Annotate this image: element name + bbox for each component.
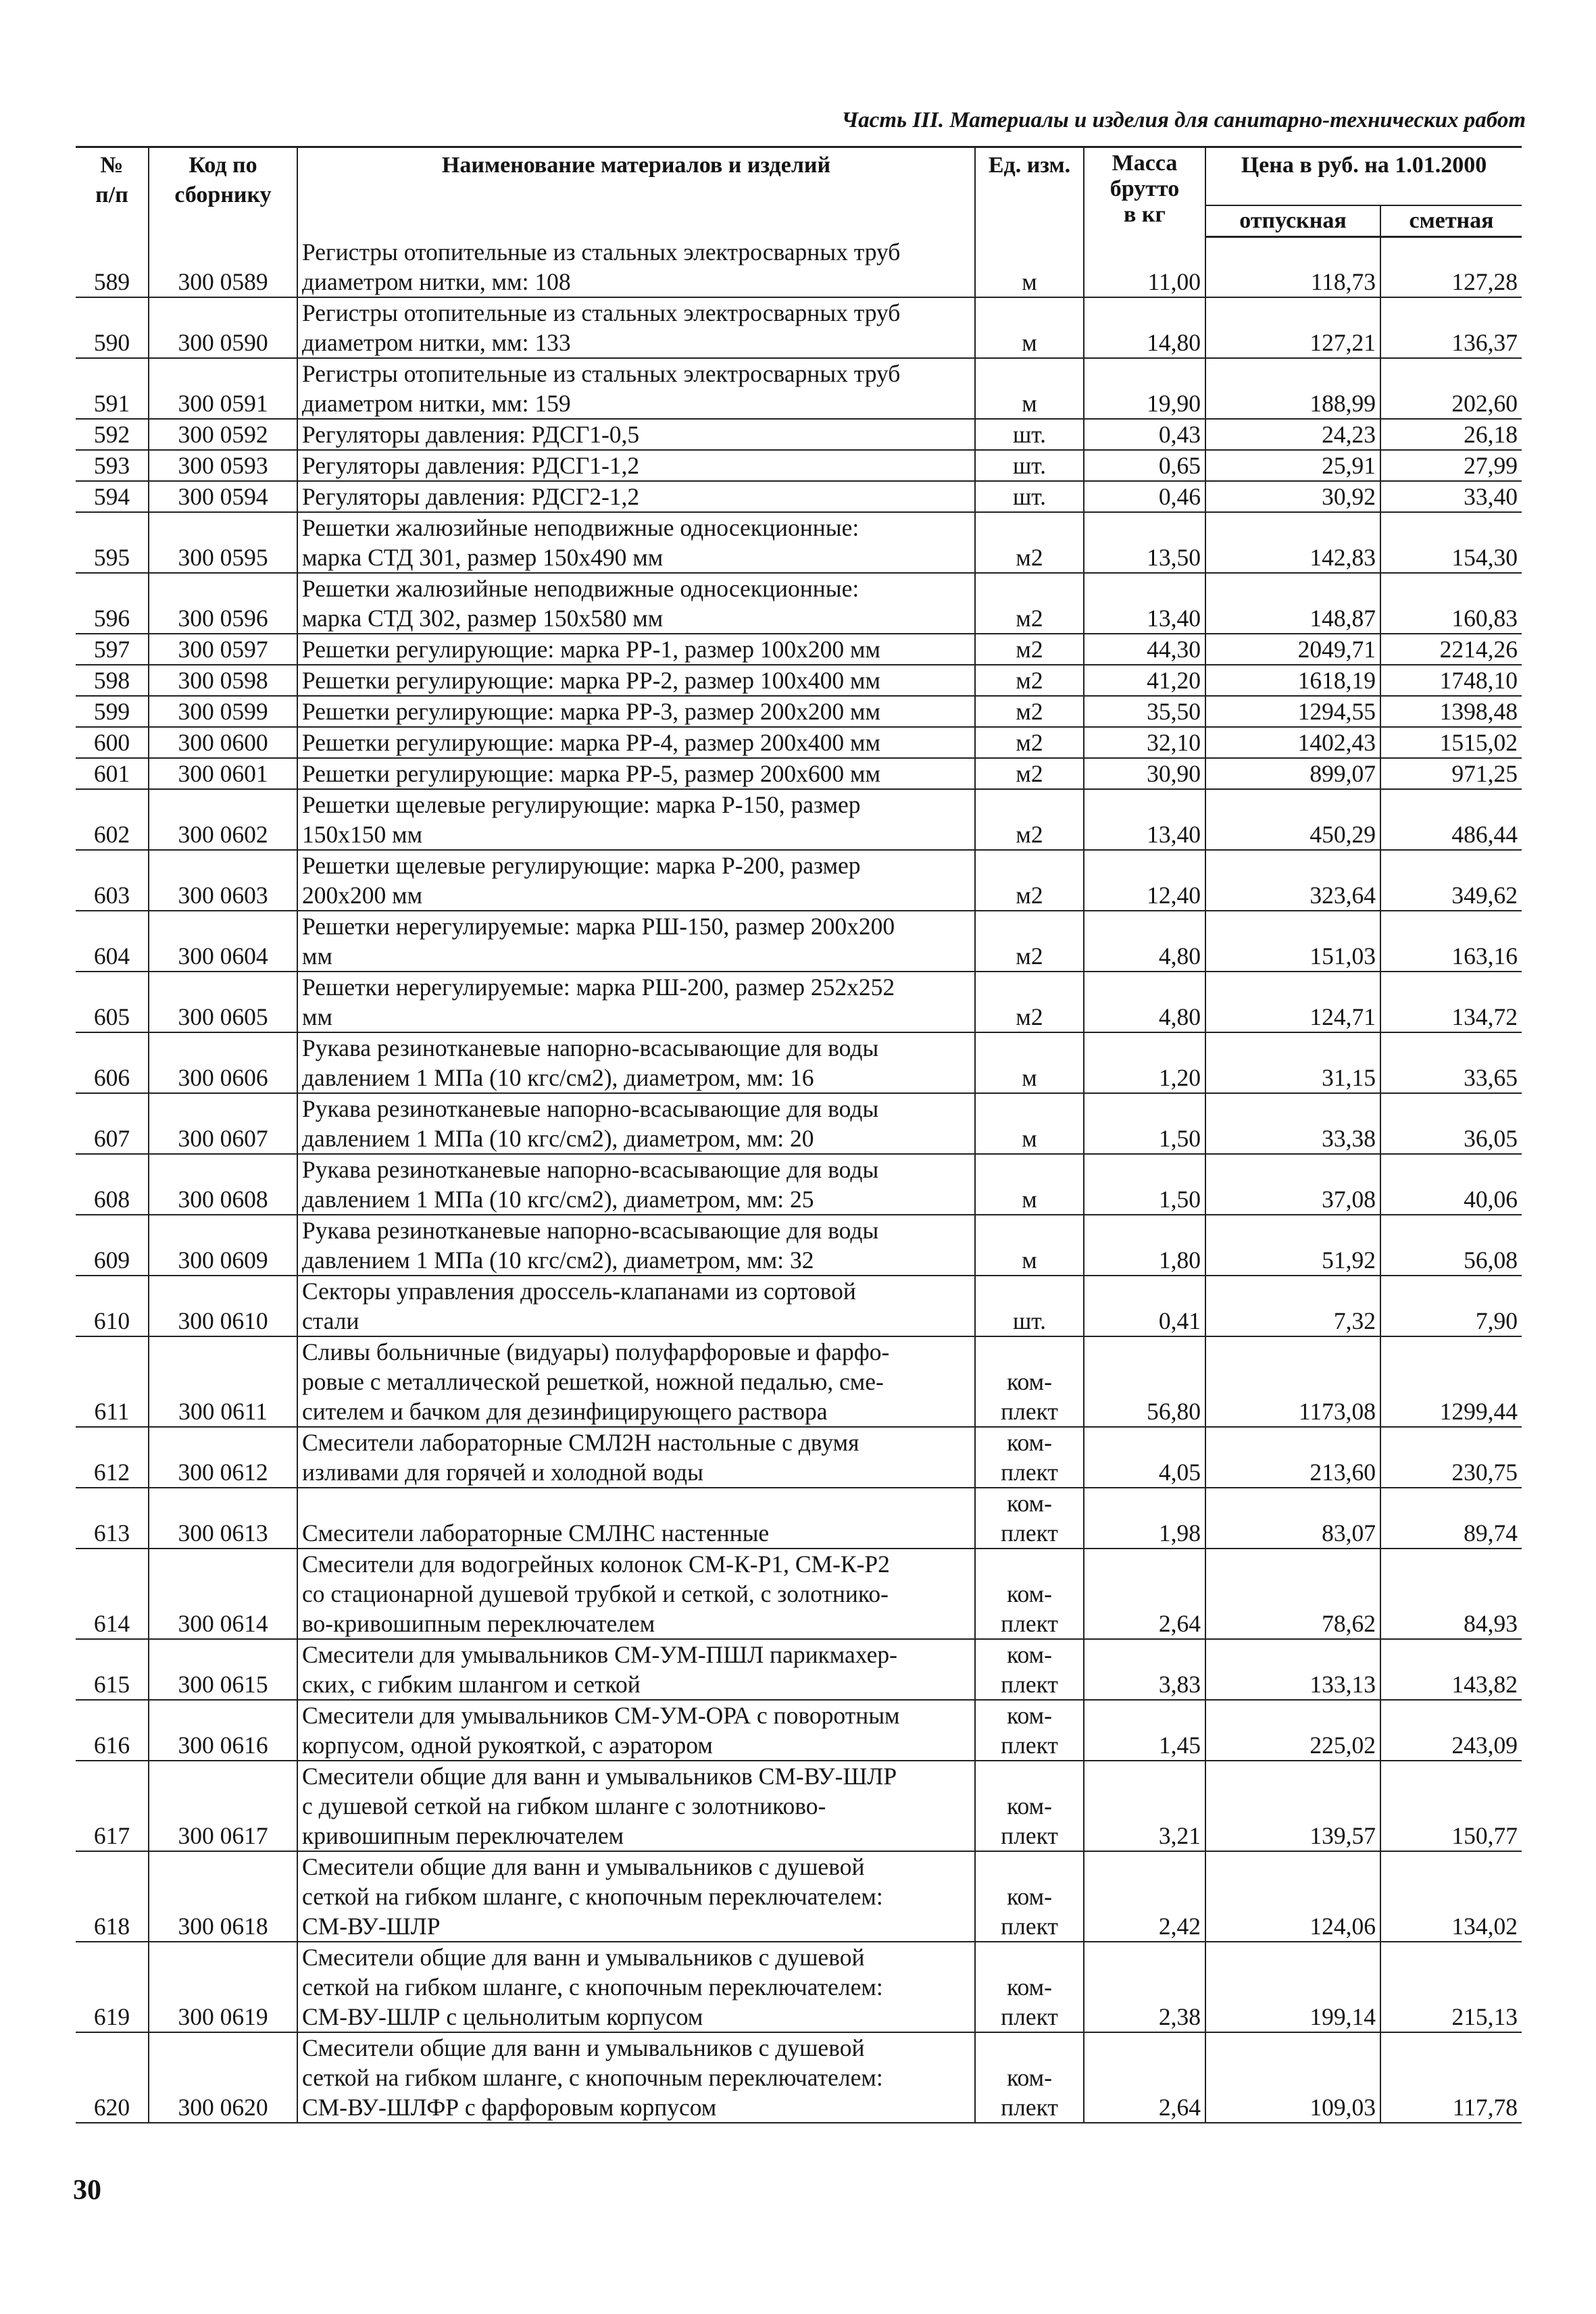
cell-code: 300 0614 <box>149 1549 297 1639</box>
cell-mass: 4,80 <box>1084 972 1205 1032</box>
cell-price-estimate: 154,30 <box>1380 512 1522 573</box>
table-row <box>76 634 1522 665</box>
cell-price-release: 450,29 <box>1205 789 1380 850</box>
cell-price-release: 1294,55 <box>1205 696 1380 727</box>
cell-price-release: 133,13 <box>1205 1639 1380 1700</box>
cell-unit: ком- плект <box>975 1427 1084 1488</box>
cell-name: Регистры отопительные из стальных электросварных труб диаметром нитки, мм: 108 <box>297 237 975 297</box>
cell-mass: 2,64 <box>1084 2032 1205 2123</box>
cell-price-release: 31,15 <box>1205 1032 1380 1093</box>
cell-price-estimate: 1299,44 <box>1380 1336 1522 1427</box>
cell-code: 300 0612 <box>149 1427 297 1488</box>
table-row <box>76 1093 1522 1154</box>
cell-unit: ком- плект <box>975 1851 1084 1942</box>
cell-unit: м <box>975 1032 1084 1093</box>
cell-price-estimate: 1398,48 <box>1380 696 1522 727</box>
cell-mass: 0,46 <box>1084 481 1205 512</box>
cell-name: Решетки регулирующие: марка РР-4, размер 200х400 мм <box>297 727 975 758</box>
cell-price-release: 124,06 <box>1205 1851 1380 1942</box>
cell-mass: 2,38 <box>1084 1942 1205 2032</box>
cell-num: 599 <box>76 696 149 727</box>
cell-price-release: 78,62 <box>1205 1549 1380 1639</box>
table-row <box>76 573 1522 634</box>
cell-code: 300 0594 <box>149 481 297 512</box>
cell-mass: 2,64 <box>1084 1549 1205 1639</box>
cell-num: 603 <box>76 850 149 911</box>
table-row <box>76 297 1522 358</box>
cell-price-estimate: 349,62 <box>1380 850 1522 911</box>
cell-unit: м2 <box>975 512 1084 573</box>
cell-price-release: 2049,71 <box>1205 634 1380 665</box>
cell-mass: 1,50 <box>1084 1154 1205 1215</box>
cell-num: 600 <box>76 727 149 758</box>
cell-code: 300 0608 <box>149 1154 297 1215</box>
cell-unit: м2 <box>975 758 1084 789</box>
cell-code: 300 0601 <box>149 758 297 789</box>
cell-num: 618 <box>76 1851 149 1942</box>
header-name: Наименование материалов и изделий <box>297 147 975 237</box>
cell-price-estimate: 56,08 <box>1380 1215 1522 1276</box>
cell-num: 595 <box>76 512 149 573</box>
cell-price-estimate: 160,83 <box>1380 573 1522 634</box>
cell-mass: 1,50 <box>1084 1093 1205 1154</box>
cell-num: 616 <box>76 1700 149 1761</box>
cell-unit: м2 <box>975 634 1084 665</box>
cell-code: 300 0604 <box>149 911 297 972</box>
cell-mass: 13,50 <box>1084 512 1205 573</box>
cell-price-estimate: 971,25 <box>1380 758 1522 789</box>
table-header <box>76 147 1522 237</box>
table-row <box>76 1154 1522 1215</box>
cell-mass: 41,20 <box>1084 665 1205 696</box>
cell-num: 608 <box>76 1154 149 1215</box>
cell-name: Смесители общие для ванн и умывальников с душевой сеткой на гибком шланге, с кнопочным переключателем: СМ-ВУ-ШЛФР с фарфоровым корпусом <box>297 2032 975 2123</box>
cell-name: Смесители для водогрейных колонок СМ-К-Р1, СМ-К-Р2 со стационарной душевой трубкой и сеткой, с золотнико- во-кривошипным переключателем <box>297 1549 975 1639</box>
table-row <box>76 419 1522 450</box>
cell-unit: м <box>975 1093 1084 1154</box>
cell-name: Смесители общие для ванн и умывальников с душевой сеткой на гибком шланге, с кнопочным переключателем: СМ-ВУ-ШЛР <box>297 1851 975 1942</box>
cell-price-release: 109,03 <box>1205 2032 1380 2123</box>
cell-unit: м <box>975 358 1084 419</box>
cell-price-estimate: 486,44 <box>1380 789 1522 850</box>
cell-num: 605 <box>76 972 149 1032</box>
cell-num: 602 <box>76 789 149 850</box>
cell-price-release: 118,73 <box>1205 237 1380 297</box>
cell-price-estimate: 136,37 <box>1380 297 1522 358</box>
cell-unit: м2 <box>975 727 1084 758</box>
cell-num: 604 <box>76 911 149 972</box>
header-mass: Масса брутто в кг <box>1084 147 1205 237</box>
cell-unit: м2 <box>975 789 1084 850</box>
cell-num: 609 <box>76 1215 149 1276</box>
cell-unit: ком- плект <box>975 1549 1084 1639</box>
cell-name: Регистры отопительные из стальных электросварных труб диаметром нитки, мм: 133 <box>297 297 975 358</box>
cell-code: 300 0611 <box>149 1336 297 1427</box>
cell-price-estimate: 230,75 <box>1380 1427 1522 1488</box>
cell-name: Регистры отопительные из стальных электросварных труб диаметром нитки, мм: 159 <box>297 358 975 419</box>
cell-price-estimate: 33,40 <box>1380 481 1522 512</box>
cell-mass: 0,41 <box>1084 1276 1205 1336</box>
cell-num: 610 <box>76 1276 149 1336</box>
cell-price-release: 25,91 <box>1205 450 1380 481</box>
cell-price-release: 1402,43 <box>1205 727 1380 758</box>
cell-unit: ком- плект <box>975 1761 1084 1851</box>
table-row <box>76 1276 1522 1336</box>
table-row <box>76 512 1522 573</box>
cell-code: 300 0617 <box>149 1761 297 1851</box>
cell-price-release: 199,14 <box>1205 1942 1380 2032</box>
cell-code: 300 0613 <box>149 1488 297 1549</box>
cell-num: 617 <box>76 1761 149 1851</box>
cell-unit: шт. <box>975 419 1084 450</box>
cell-name: Смесители лабораторные СМЛНС настенные <box>297 1488 975 1549</box>
cell-price-release: 127,21 <box>1205 297 1380 358</box>
cell-num: 598 <box>76 665 149 696</box>
cell-name: Регуляторы давления: РДСГ2-1,2 <box>297 481 975 512</box>
table-row <box>76 450 1522 481</box>
cell-unit: ком- плект <box>975 1336 1084 1427</box>
cell-price-release: 139,57 <box>1205 1761 1380 1851</box>
cell-num: 596 <box>76 573 149 634</box>
cell-code: 300 0602 <box>149 789 297 850</box>
cell-num: 589 <box>76 237 149 297</box>
cell-code: 300 0593 <box>149 450 297 481</box>
cell-unit: м <box>975 237 1084 297</box>
table-row <box>76 1700 1522 1761</box>
cell-num: 592 <box>76 419 149 450</box>
cell-code: 300 0591 <box>149 358 297 419</box>
cell-num: 613 <box>76 1488 149 1549</box>
cell-name: Решетки жалюзийные неподвижные односекционные: марка СТД 302, размер 150х580 мм <box>297 573 975 634</box>
cell-code: 300 0599 <box>149 696 297 727</box>
cell-num: 591 <box>76 358 149 419</box>
cell-name: Решетки нерегулируемые: марка РШ-200, размер 252х252 мм <box>297 972 975 1032</box>
cell-code: 300 0619 <box>149 1942 297 2032</box>
cell-price-estimate: 89,74 <box>1380 1488 1522 1549</box>
cell-mass: 4,05 <box>1084 1427 1205 1488</box>
cell-code: 300 0610 <box>149 1276 297 1336</box>
header-price-release: отпускная <box>1205 205 1380 237</box>
table-row <box>76 850 1522 911</box>
table-row <box>76 481 1522 512</box>
cell-mass: 32,10 <box>1084 727 1205 758</box>
cell-unit: ком- плект <box>975 2032 1084 2123</box>
cell-mass: 0,65 <box>1084 450 1205 481</box>
cell-price-estimate: 84,93 <box>1380 1549 1522 1639</box>
table-row <box>76 665 1522 696</box>
cell-name: Смесители для умывальников СМ-УМ-ОРА с поворотным корпусом, одной рукояткой, с аэратором <box>297 1700 975 1761</box>
table-row <box>76 1942 1522 2032</box>
cell-price-estimate: 26,18 <box>1380 419 1522 450</box>
cell-num: 594 <box>76 481 149 512</box>
cell-price-estimate: 1515,02 <box>1380 727 1522 758</box>
cell-unit: м2 <box>975 696 1084 727</box>
cell-name: Регуляторы давления: РДСГ1-1,2 <box>297 450 975 481</box>
cell-name: Решетки щелевые регулирующие: марка Р-200, размер 200х200 мм <box>297 850 975 911</box>
cell-code: 300 0595 <box>149 512 297 573</box>
table-row <box>76 1761 1522 1851</box>
cell-unit: м2 <box>975 573 1084 634</box>
cell-name: Рукава резинотканевые напорно-всасывающие для воды давлением 1 МПа (10 кгс/см2), диаметром, мм: 20 <box>297 1093 975 1154</box>
cell-price-release: 213,60 <box>1205 1427 1380 1488</box>
cell-name: Секторы управления дроссель-клапанами из сортовой стали <box>297 1276 975 1336</box>
table-row <box>76 2032 1522 2123</box>
cell-price-estimate: 1748,10 <box>1380 665 1522 696</box>
cell-mass: 44,30 <box>1084 634 1205 665</box>
cell-mass: 30,90 <box>1084 758 1205 789</box>
cell-name: Решетки регулирующие: марка РР-3, размер 200х200 мм <box>297 696 975 727</box>
cell-name: Смесители общие для ванн и умывальников с душевой сеткой на гибком шланге, с кнопочным переключателем: СМ-ВУ-ШЛР с цельнолитым корпусом <box>297 1942 975 2032</box>
cell-price-release: 323,64 <box>1205 850 1380 911</box>
cell-name: Решетки щелевые регулирующие: марка Р-150, размер 150х150 мм <box>297 789 975 850</box>
cell-name: Решетки регулирующие: марка РР-5, размер 200х600 мм <box>297 758 975 789</box>
cell-price-release: 124,71 <box>1205 972 1380 1032</box>
cell-price-estimate: 150,77 <box>1380 1761 1522 1851</box>
cell-name: Решетки регулирующие: марка РР-1, размер 100х200 мм <box>297 634 975 665</box>
cell-unit: м <box>975 1154 1084 1215</box>
cell-mass: 1,20 <box>1084 1032 1205 1093</box>
cell-mass: 3,83 <box>1084 1639 1205 1700</box>
cell-price-estimate: 243,09 <box>1380 1700 1522 1761</box>
cell-price-release: 83,07 <box>1205 1488 1380 1549</box>
cell-num: 614 <box>76 1549 149 1639</box>
header-price-estimate: сметная <box>1380 205 1522 237</box>
cell-name: Смесители общие для ванн и умывальников СМ-ВУ-ШЛР с душевой сеткой на гибком шланге с золотниково- кривошипным переключателем <box>297 1761 975 1851</box>
cell-price-release: 151,03 <box>1205 911 1380 972</box>
cell-price-estimate: 143,82 <box>1380 1639 1522 1700</box>
cell-unit: м2 <box>975 665 1084 696</box>
cell-unit: ком- плект <box>975 1639 1084 1700</box>
cell-unit: шт. <box>975 450 1084 481</box>
cell-price-release: 1618,19 <box>1205 665 1380 696</box>
cell-code: 300 0605 <box>149 972 297 1032</box>
cell-price-release: 30,92 <box>1205 481 1380 512</box>
cell-mass: 2,42 <box>1084 1851 1205 1942</box>
cell-mass: 3,21 <box>1084 1761 1205 1851</box>
cell-num: 593 <box>76 450 149 481</box>
cell-unit: шт. <box>975 481 1084 512</box>
header-num: № п/п <box>76 147 149 237</box>
cell-price-release: 142,83 <box>1205 512 1380 573</box>
cell-price-release: 37,08 <box>1205 1154 1380 1215</box>
price-table <box>76 146 1522 2123</box>
cell-price-release: 33,38 <box>1205 1093 1380 1154</box>
cell-unit: м <box>975 1215 1084 1276</box>
cell-mass: 35,50 <box>1084 696 1205 727</box>
cell-price-estimate: 2214,26 <box>1380 634 1522 665</box>
table-row <box>76 972 1522 1032</box>
cell-price-estimate: 134,02 <box>1380 1851 1522 1942</box>
cell-code: 300 0590 <box>149 297 297 358</box>
cell-num: 611 <box>76 1336 149 1427</box>
cell-name: Рукава резинотканевые напорно-всасывающие для воды давлением 1 МПа (10 кгс/см2), диаметром, мм: 32 <box>297 1215 975 1276</box>
cell-price-release: 899,07 <box>1205 758 1380 789</box>
table-row <box>76 758 1522 789</box>
cell-price-release: 225,02 <box>1205 1700 1380 1761</box>
table-row <box>76 1427 1522 1488</box>
cell-code: 300 0616 <box>149 1700 297 1761</box>
cell-price-release: 148,87 <box>1205 573 1380 634</box>
cell-unit: ком- плект <box>975 1942 1084 2032</box>
cell-price-estimate: 163,16 <box>1380 911 1522 972</box>
table-row <box>76 727 1522 758</box>
cell-code: 300 0597 <box>149 634 297 665</box>
cell-num: 612 <box>76 1427 149 1488</box>
cell-num: 619 <box>76 1942 149 2032</box>
cell-unit: м2 <box>975 850 1084 911</box>
cell-price-estimate: 33,65 <box>1380 1032 1522 1093</box>
cell-price-estimate: 40,06 <box>1380 1154 1522 1215</box>
table-row <box>76 696 1522 727</box>
cell-code: 300 0606 <box>149 1032 297 1093</box>
table-row <box>76 1549 1522 1639</box>
cell-mass: 13,40 <box>1084 789 1205 850</box>
header-code: Код по сборнику <box>149 147 297 237</box>
table-body <box>76 237 1522 2123</box>
table-row <box>76 237 1522 297</box>
cell-unit: м2 <box>975 972 1084 1032</box>
cell-name: Рукава резинотканевые напорно-всасывающие для воды давлением 1 МПа (10 кгс/см2), диаметром, мм: 16 <box>297 1032 975 1093</box>
cell-price-release: 188,99 <box>1205 358 1380 419</box>
cell-mass: 1,45 <box>1084 1700 1205 1761</box>
cell-unit: м2 <box>975 911 1084 972</box>
cell-num: 606 <box>76 1032 149 1093</box>
cell-price-estimate: 36,05 <box>1380 1093 1522 1154</box>
cell-num: 601 <box>76 758 149 789</box>
cell-num: 590 <box>76 297 149 358</box>
cell-price-estimate: 7,90 <box>1380 1276 1522 1336</box>
cell-mass: 0,43 <box>1084 419 1205 450</box>
cell-price-estimate: 134,72 <box>1380 972 1522 1032</box>
table-row <box>76 1336 1522 1427</box>
table-row <box>76 1032 1522 1093</box>
cell-price-release: 24,23 <box>1205 419 1380 450</box>
cell-mass: 11,00 <box>1084 237 1205 297</box>
cell-unit: ком- плект <box>975 1700 1084 1761</box>
cell-name: Смесители для умывальников СМ-УМ-ПШЛ парикмахер- ских, с гибким шлангом и сеткой <box>297 1639 975 1700</box>
page-number: 30 <box>73 2175 101 2206</box>
table-row <box>76 1639 1522 1700</box>
cell-num: 620 <box>76 2032 149 2123</box>
cell-mass: 12,40 <box>1084 850 1205 911</box>
header-unit: Ед. изм. <box>975 147 1084 237</box>
cell-unit: шт. <box>975 1276 1084 1336</box>
cell-code: 300 0600 <box>149 727 297 758</box>
table-row <box>76 1215 1522 1276</box>
cell-name: Смесители лабораторные СМЛ2Н настольные с двумя изливами для горячей и холодной воды <box>297 1427 975 1488</box>
cell-price-release: 1173,08 <box>1205 1336 1380 1427</box>
cell-price-estimate: 215,13 <box>1380 1942 1522 2032</box>
cell-name: Сливы больничные (видуары) полуфарфоровые и фарфо- ровые с металлической решеткой, ножной педалью, сме- сителем и бачком для дезинфицирующего раствора <box>297 1336 975 1427</box>
cell-code: 300 0615 <box>149 1639 297 1700</box>
cell-code: 300 0598 <box>149 665 297 696</box>
table-row <box>76 789 1522 850</box>
cell-mass: 14,80 <box>1084 297 1205 358</box>
cell-code: 300 0607 <box>149 1093 297 1154</box>
header-price-group: Цена в руб. на 1.01.2000 <box>1205 147 1522 206</box>
cell-mass: 19,90 <box>1084 358 1205 419</box>
cell-name: Решетки жалюзийные неподвижные односекционные: марка СТД 301, размер 150х490 мм <box>297 512 975 573</box>
table-row <box>76 358 1522 419</box>
cell-price-estimate: 202,60 <box>1380 358 1522 419</box>
cell-mass: 13,40 <box>1084 573 1205 634</box>
cell-code: 300 0589 <box>149 237 297 297</box>
cell-code: 300 0620 <box>149 2032 297 2123</box>
cell-price-estimate: 117,78 <box>1380 2032 1522 2123</box>
cell-name: Регуляторы давления: РДСГ1-0,5 <box>297 419 975 450</box>
cell-mass: 56,80 <box>1084 1336 1205 1427</box>
cell-mass: 4,80 <box>1084 911 1205 972</box>
cell-name: Рукава резинотканевые напорно-всасывающие для воды давлением 1 МПа (10 кгс/см2), диаметром, мм: 25 <box>297 1154 975 1215</box>
table-row <box>76 1488 1522 1549</box>
cell-unit: м <box>975 297 1084 358</box>
cell-num: 597 <box>76 634 149 665</box>
cell-mass: 1,98 <box>1084 1488 1205 1549</box>
cell-num: 607 <box>76 1093 149 1154</box>
cell-mass: 1,80 <box>1084 1215 1205 1276</box>
cell-code: 300 0609 <box>149 1215 297 1276</box>
cell-code: 300 0596 <box>149 573 297 634</box>
table-row <box>76 1851 1522 1942</box>
cell-price-release: 7,32 <box>1205 1276 1380 1336</box>
cell-code: 300 0603 <box>149 850 297 911</box>
cell-price-release: 51,92 <box>1205 1215 1380 1276</box>
cell-name: Решетки нерегулируемые: марка РШ-150, размер 200х200 мм <box>297 911 975 972</box>
cell-price-estimate: 27,99 <box>1380 450 1522 481</box>
cell-num: 615 <box>76 1639 149 1700</box>
cell-code: 300 0618 <box>149 1851 297 1942</box>
cell-price-estimate: 127,28 <box>1380 237 1522 297</box>
running-head: Часть III. Материалы и изделия для санитарно-технических работ <box>841 108 1526 132</box>
cell-unit: ком- плект <box>975 1488 1084 1549</box>
table-row <box>76 911 1522 972</box>
cell-code: 300 0592 <box>149 419 297 450</box>
cell-name: Решетки регулирующие: марка РР-2, размер 100х400 мм <box>297 665 975 696</box>
